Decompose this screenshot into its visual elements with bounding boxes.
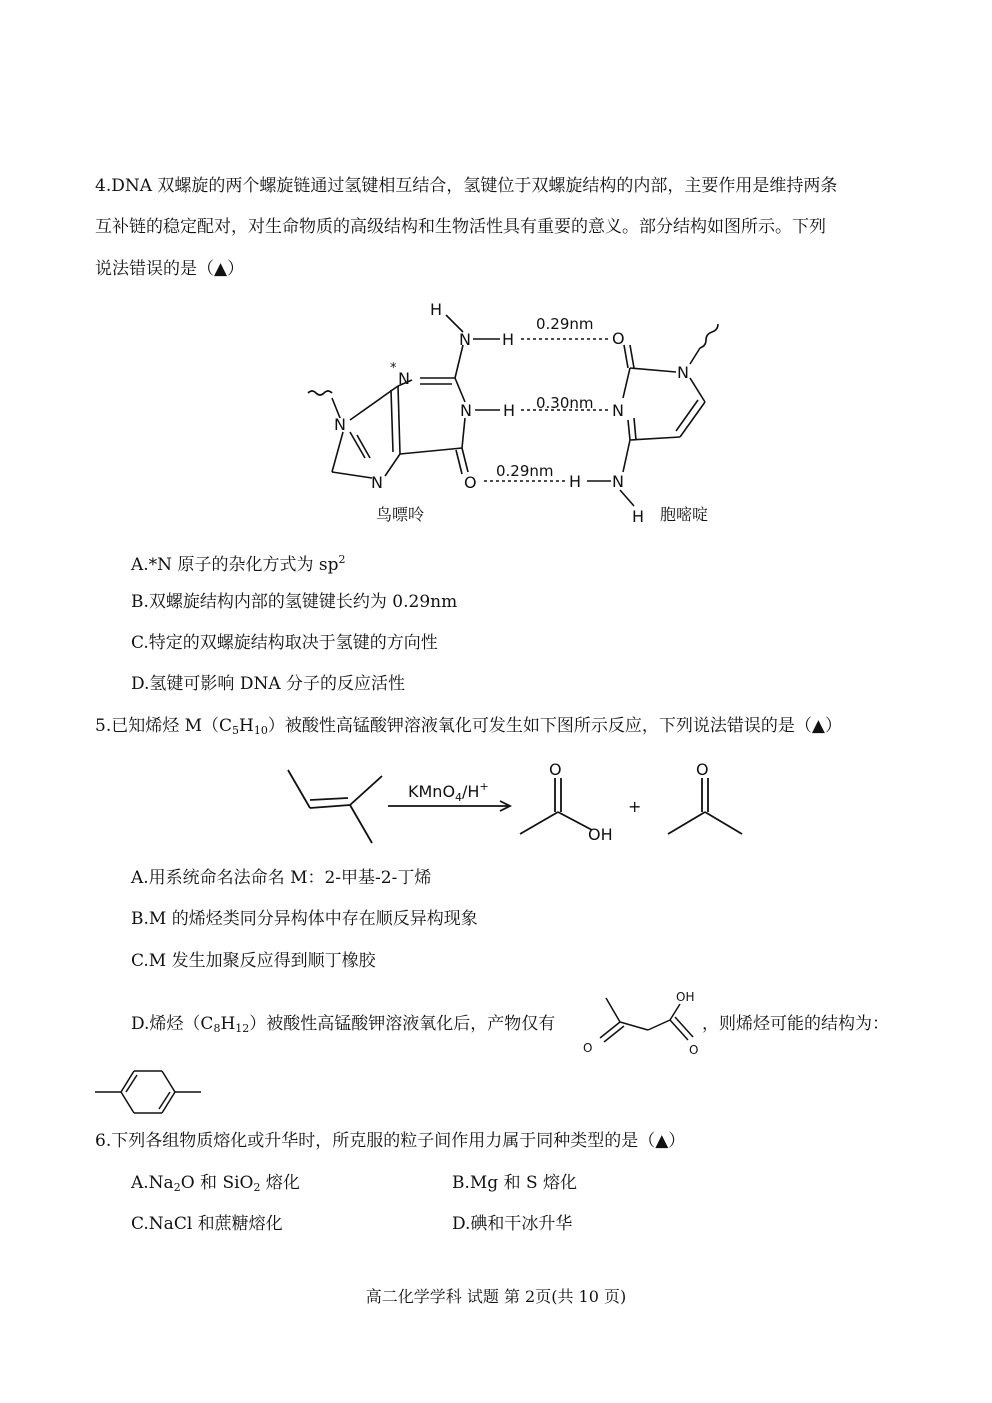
atom-n-7: N [371, 473, 383, 492]
acid-oh: OH [588, 825, 613, 844]
atom-n-c1: N [677, 363, 689, 382]
cytosine-label: 胞嘧啶 [660, 505, 709, 524]
bond-length-mid: 0.30nm [536, 394, 594, 412]
bond-length-bot: 0.29nm [496, 462, 554, 480]
q5-option-d-tail: ，则烯烃可能的结构为： [702, 1014, 889, 1034]
star-marker: * [390, 361, 397, 376]
atom-o-g: O [464, 473, 477, 492]
q5-option-a: A.用系统命名法命名 M：2-甲基-2-丁烯 [131, 868, 432, 888]
q5-option-c: C.M 发生加聚反应得到顺丁橡胶 [131, 951, 376, 971]
atom-n-1: N [460, 401, 472, 420]
q4-option-b: B.双螺旋结构内部的氢键键长约为 0.29nm [131, 592, 458, 612]
q6-option-d: D.碘和干冰升华 [452, 1214, 573, 1234]
q6-option-b: B.Mg 和 S 熔化 [452, 1173, 578, 1193]
atom-h-n1: H [503, 401, 516, 420]
q4-option-a: A.*N 原子的杂化方式为 $sp^2$ [131, 553, 346, 575]
q4-stem-line3: 说法错误的是（▲） [95, 259, 245, 279]
q4-option-d: D.氢键可影响 DNA 分子的反应活性 [131, 674, 406, 694]
product-o-left: O [583, 1041, 593, 1055]
atom-h-bottom: H [632, 507, 645, 526]
q5-option-d: D.烯烃$(C_8H_{12})$被酸性高锰酸钾溶液氧化后，产物仅有 [131, 1014, 556, 1035]
atom-o-c: O [612, 329, 625, 348]
q4-stem-line2: 互补链的稳定配对，对生命物质的高级结构和生物活性具有重要的意义。部分结构如图所示。下列 [95, 217, 826, 237]
atom-h-amine-g: H [502, 330, 515, 349]
page-footer: 高二化学学科 试题 第 2页(共 10 页) [365, 1287, 627, 1306]
acid-o: O [549, 760, 562, 779]
q5-stem: 5.已知烯烃 $M(C_5H_{10})$被酸性高锰酸钾溶液氧化可发生如下图所示反应，下列说法错误的是（▲） [95, 716, 842, 737]
plus-sign: + [628, 797, 642, 816]
atom-n-star: N [398, 369, 410, 388]
atom-n-c3: N [612, 401, 624, 420]
product-o-right: O [689, 1043, 699, 1057]
reagent-text: KMnO$_4$/H+ [408, 780, 489, 804]
atom-h-top: H [430, 300, 443, 319]
atom-n-9: N [334, 415, 346, 434]
q5-option-b: B.M 的烯烃类同分异构体中存在顺反异构现象 [131, 909, 478, 929]
guanine-label: 鸟嘌呤 [376, 505, 425, 524]
q4-stem-line1: 4.DNA 双螺旋的两个螺旋链通过氢键相互结合，氢键位于双螺旋结构的内部，主要作用是维持两条 [95, 176, 838, 196]
q6-option-a: $A.Na_2O$ 和 SiO$_2$ 熔化 [131, 1173, 300, 1194]
ketone-o: O [696, 760, 709, 779]
q4-option-c: C.特定的双螺旋结构取决于氢键的方向性 [131, 633, 438, 653]
atom-h-amine-c: H [569, 472, 582, 491]
atom-n-amine-g: N [459, 330, 471, 349]
product-oh: OH [676, 990, 695, 1004]
atom-n-amine-c: N [612, 472, 624, 491]
q6-stem: 6.下列各组物质熔化或升华时，所克服的粒子间作用力属于同种类型的是（▲） [95, 1131, 686, 1151]
bond-length-top: 0.29nm [536, 315, 594, 333]
q6-option-c: C.NaCl 和蔗糖熔化 [131, 1214, 283, 1234]
